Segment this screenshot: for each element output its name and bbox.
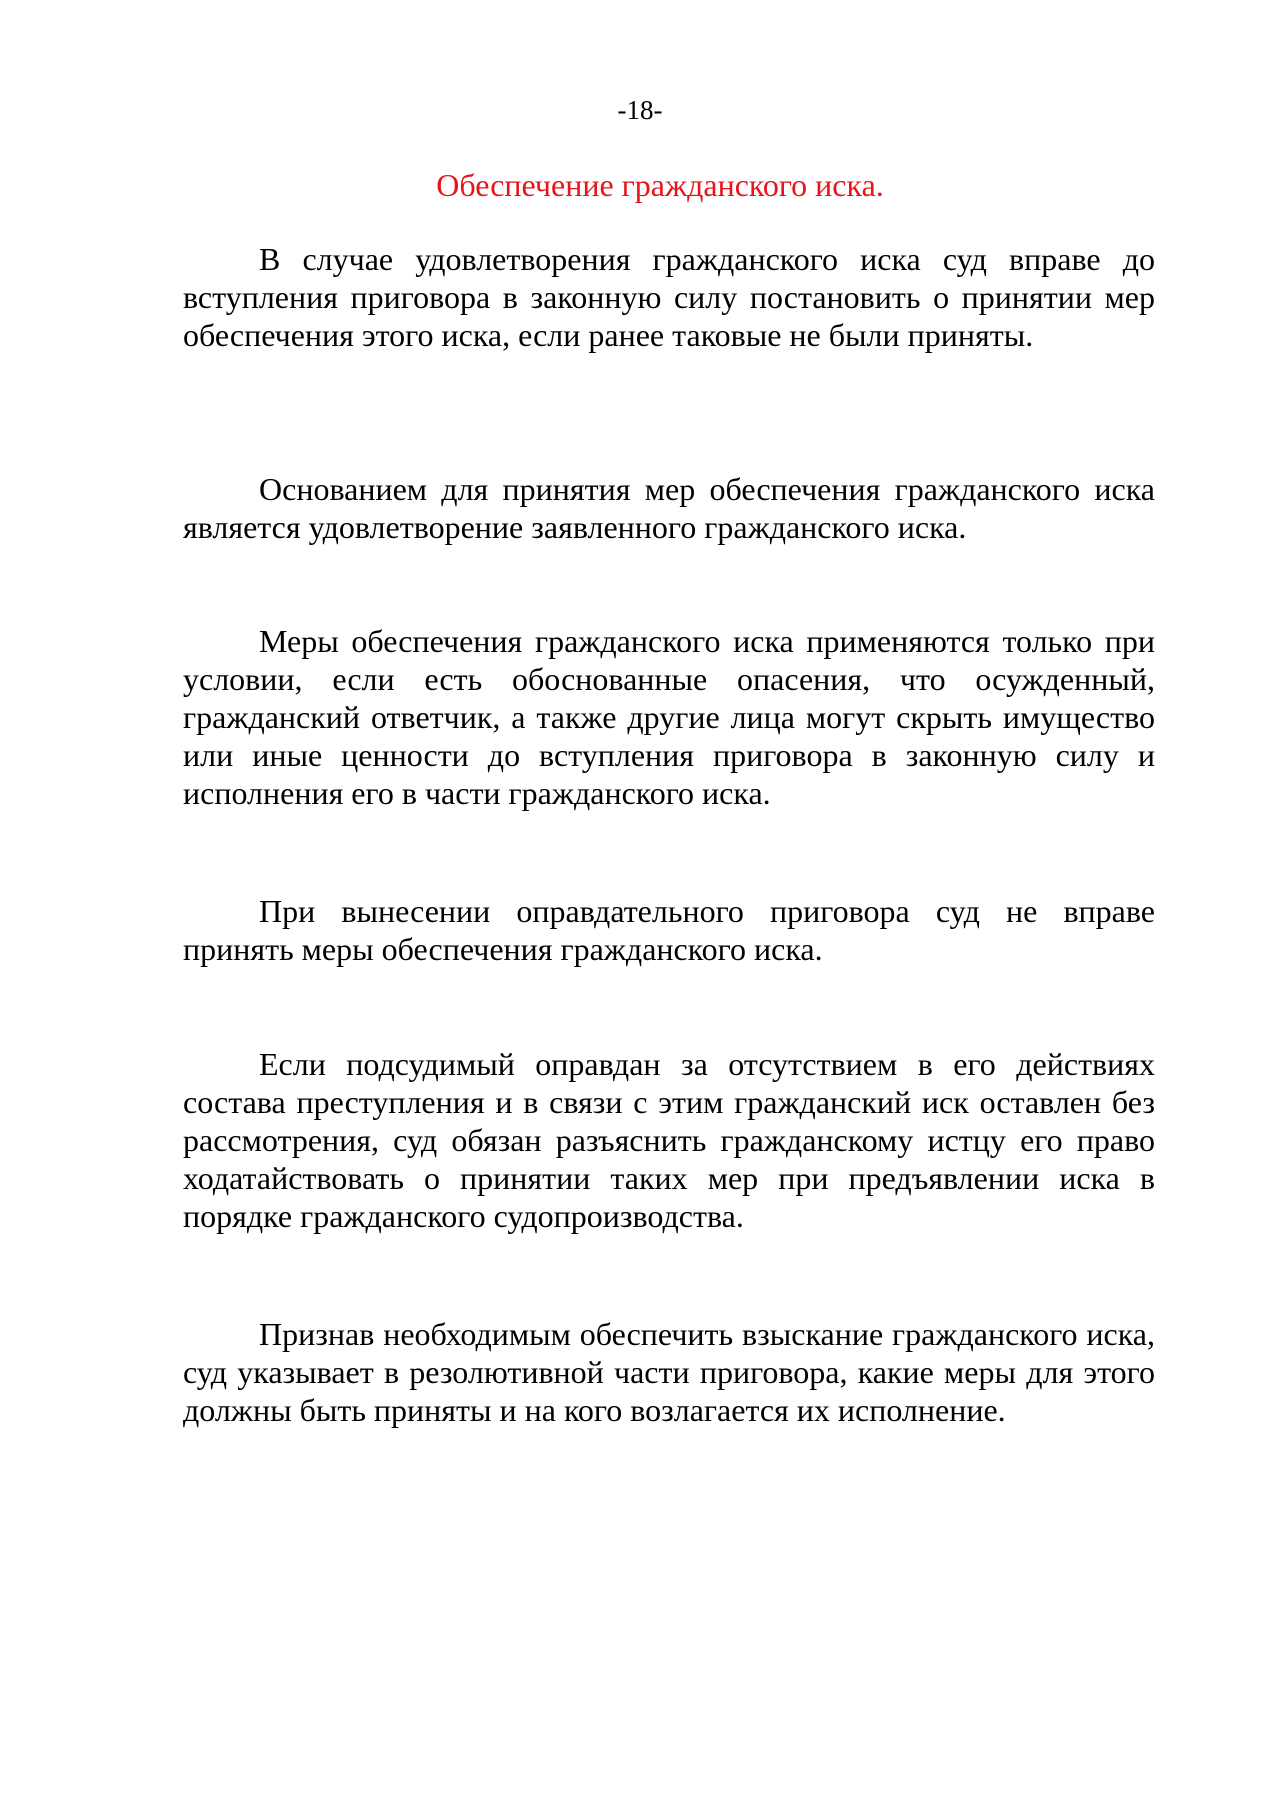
paragraph-5: Если подсудимый оправдан за отсутствием в его действиях состава преступления и в связи с этим гражданский иск оставлен без рассмотрения, суд обязан разъяснить гражданскому истцу его право ходатайствовать о принятии таких мер при предъявлении иска в порядке гражданского судопроизводства.	[183, 1046, 1155, 1234]
paragraph-2: Основанием для принятия мер обеспечения гражданского иска является удовлетворение заявленного гражданского иска.	[183, 471, 1155, 545]
paragraph-1: В случае удовлетворения гражданского иска суд вправе до вступления приговора в законную силу постановить о принятии мер обеспечения этого иска, если ранее таковые не были приняты.	[183, 241, 1155, 353]
section-title: Обеспечение гражданского иска.	[436, 167, 884, 203]
page-number: -18-	[617, 95, 663, 125]
paragraph-4: При вынесении оправдательного приговора суд не вправе принять меры обеспечения гражданского иска.	[183, 893, 1155, 967]
paragraph-6: Признав необходимым обеспечить взыскание гражданского иска, суд указывает в резолютивной части приговора, какие меры для этого должны быть приняты и на кого возлагается их исполнение.	[183, 1316, 1155, 1428]
paragraph-3: Меры обеспечения гражданского иска применяются только при условии, если есть обоснованные опасения, что осужденный, гражданский ответчик, а также другие лица могут скрыть имущество или иные ценности до вступления приговора в законную силу и исполнения его в части гражданского иска.	[183, 623, 1155, 811]
